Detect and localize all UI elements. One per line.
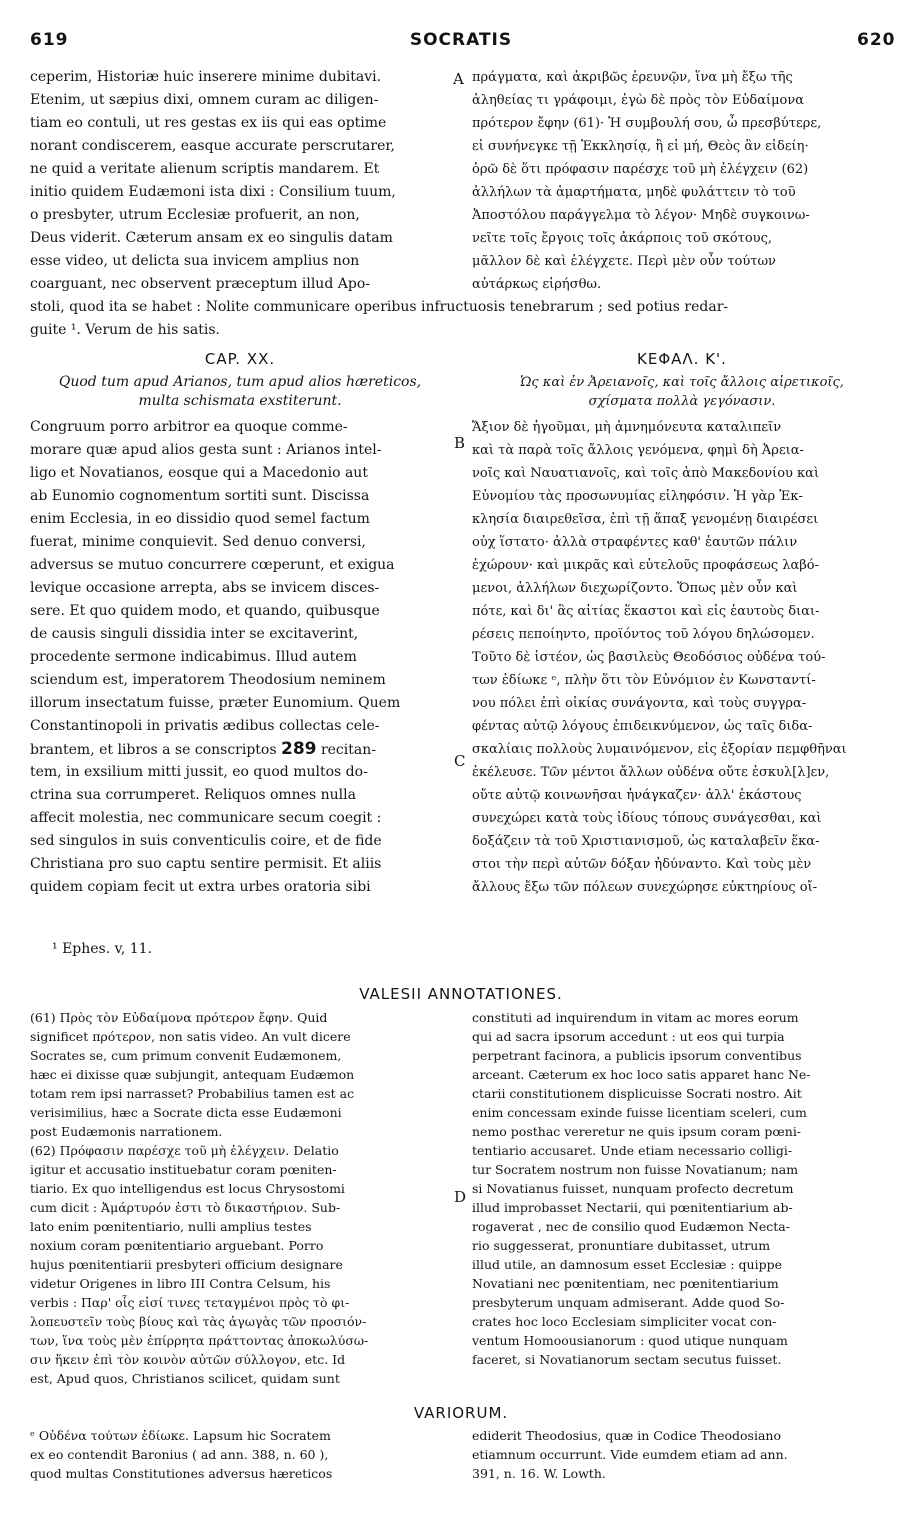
footnote: ¹ Ephes. v, 11. — [52, 941, 153, 957]
variorum-heading: VARIORUM. — [413, 1404, 509, 1422]
latin-line: o presbyter, utrum Ecclesiæ profuerit, an non, — [30, 207, 360, 223]
greek-line: στοι τὴν περὶ αὐτῶν δόξαν ἠδύναντο. Καὶ τοὺς μὲν — [472, 857, 812, 872]
chapter-subtitle-latin: Quod tum apud Arianos, tum apud alios hæreticos, — [58, 374, 422, 390]
annotation-line: των, ἵνα τοὺς μὲν ἐπίρρητα πράττοντας ἀποκωλύσω- — [30, 1333, 369, 1348]
annotation-line: lato enim pœnitentiario, nulli amplius testes — [30, 1219, 312, 1234]
annotation-line: est, Apud quos, Christianos scilicet, quidam sunt — [30, 1371, 340, 1386]
annotation-line: hæc ei dixisse quæ subjungit, antequam Eudæmon — [30, 1067, 355, 1082]
chapter-subtitle-greek: σχίσματα πολλὰ γεγόνασιν. — [588, 394, 776, 409]
annotation-line: Socrates se, cum primum convenit Eudæmonem, — [30, 1048, 342, 1063]
chapter-heading-latin: CAP. XX. — [204, 350, 276, 368]
greek-line: συνεχώρει κατὰ τοὺς ἰδίους τόπους συνάγεσθαι, καὶ — [472, 811, 822, 826]
greek-line: Ἀποστόλου παράγγελμα τὸ λέγον· Μηδὲ συγκοινω- — [472, 208, 810, 223]
annotation-line: significet πρότερον, non satis video. An vult dicere — [30, 1029, 351, 1044]
greek-line: νοῖς καὶ Ναυατιανοῖς, καὶ τοῖς ἀπὸ Μακεδονίου καὶ — [472, 466, 820, 481]
annotation-line: qui ad sacra ipsorum accedunt : ut eos qui turpia — [472, 1029, 785, 1044]
margin-letter-a: A — [453, 70, 464, 88]
greek-line: Τοῦτο δὲ ἰστέον, ὡς βασιλεὺς Θεοδόσιος οὐδένα τού- — [472, 650, 826, 665]
greek-line: πρότερον ἔφην (61)· Ἡ συμβουλή σου, ὦ πρεσβύτερε, — [472, 116, 822, 131]
latin-line: fuerat, minime conquievit. Sed denuo conversi, — [30, 534, 366, 550]
greek-line: Ἄξιον δὲ ἡγοῦμαι, μὴ ἀμνημόνευτα καταλιπεῖν — [472, 420, 782, 435]
latin-line-text: recitan- — [320, 742, 376, 758]
latin-line: levique occasione arrepta, abs se invicem disces- — [30, 580, 380, 596]
latin-line: coarguant, nec observent præceptum illud Apo- — [30, 276, 370, 292]
annotation-line: (61) Πρὸς τὸν Εὐδαίμονα πρότερον ἔφην. Quid — [30, 1010, 328, 1025]
annotation-line: constituti ad inquirendum in vitam ac mores eorum — [472, 1010, 799, 1025]
latin-line: quidem copiam fecit ut extra urbes oratoria sibi — [30, 879, 371, 895]
annotation-line: ventum Homoousianorum : quod utique nunquam — [472, 1333, 788, 1348]
latin-line: procedente sermone indicabimus. Illud autem — [30, 649, 357, 665]
latin-line: adversus se mutuo concurrere cœperunt, et exigua — [30, 557, 395, 573]
greek-line: των ἐδίωκε ᵉ, πλὴν ὅτι τὸν Εὐνόμιον ἐν Κωνσταντί- — [472, 673, 816, 688]
greek-line: κλησία διαιρεθεῖσα, ἐπὶ τῇ ἅπαξ γενομένῃ διαιρέσει — [472, 512, 819, 527]
latin-line: morare quæ apud alios gesta sunt : Arianos intel- — [30, 442, 382, 458]
annotation-line: (62) Πρόφασιν παρέσχε τοῦ μὴ ἐλέγχειν. Delatio — [30, 1143, 339, 1158]
greek-line: εἰ συνήνεγκε τῇ Ἐκκλησίᾳ, ἢ εἰ μή, Θεὸς ἂν εἰδείη· — [472, 139, 809, 154]
annotation-line: tentiario accusaret. Unde etiam necessario colligi- — [472, 1143, 793, 1158]
annotations-heading: VALESII ANNOTATIONES. — [359, 985, 563, 1003]
running-title: SOCRATIS — [409, 30, 513, 50]
variorum-line: ex eo contendit Baronius ( ad ann. 388, n. 60 ), — [30, 1447, 329, 1462]
annotation-line: illud utile, an damnosum esset Ecclesiæ : quippe — [472, 1257, 782, 1272]
annotation-line: rio suggesserat, pronuntiare dubitasset, utrum — [472, 1238, 771, 1253]
annotation-line: tiario. Ex quo intelligendus est locus Chrysostomi — [30, 1181, 345, 1196]
latin-line: de causis singuli dissidia inter se excitaverint, — [30, 626, 359, 642]
annotation-line: noxium coram pœnitentiario arguebant. Porro — [30, 1238, 324, 1253]
greek-line: ὁρῶ δὲ ὅτι πρόφασιν παρέσχε τοῦ μὴ ἐλέγχειν (62) — [472, 162, 809, 177]
greek-line: δοξάζειν τὰ τοῦ Χριστιανισμοῦ, ὡς καταλαβεῖν ἕκα- — [472, 834, 820, 849]
greek-line: νου πόλει ἐπὶ οἰκίας συνάγοντα, καὶ τοὺς συγγρα- — [472, 696, 807, 711]
latin-line: ab Eunomio cognomentum sortiti sunt. Discissa — [30, 488, 370, 504]
annotation-line: illud improbasset Nectarii, qui pœnitentiarium ab- — [472, 1200, 793, 1215]
margin-letter-b: B — [454, 434, 466, 452]
greek-line: οὐχ ἵστατο· ἀλλὰ στραφέντες καθ' ἑαυτῶν πάλιν — [472, 535, 798, 550]
annotation-line: ctarii constitutionem displicuisse Socrati nostro. Ait — [472, 1086, 802, 1101]
page-number-right: 620 — [857, 30, 896, 50]
greek-line: μᾶλλον δὲ καὶ ἐλέγχετε. Περὶ μὲν οὖν τούτων — [472, 254, 776, 269]
greek-line: ἄλλους ἔξω τῶν πόλεων συνεχώρησε εὐκτηρίους οἴ- — [472, 880, 818, 895]
latin-line: esse video, ut delicta sua invicem amplius non — [30, 253, 360, 269]
annotation-line: Novatiani nec pœnitentiam, nec pœnitentiarium — [472, 1276, 779, 1291]
greek-line: φέντας αὐτῷ λόγους ἐπιδεικνύμενον, ὡς ταῖς διδα- — [472, 719, 813, 734]
greek-line: ἀληθείας τι γράφοιμι, ἐγὼ δὲ πρὸς τὸν Εὐδαίμονα — [472, 93, 805, 108]
latin-line-text: brantem, et libros a se conscriptos — [30, 742, 277, 758]
greek-line: ἀλλήλων τὰ ἁμαρτήματα, μηδὲ φυλάττειν τὸ τοῦ — [472, 185, 796, 200]
annotation-line: nemo posthac vereretur ne quis ipsum coram pœni- — [472, 1124, 802, 1139]
annotation-line: perpetrant facinora, a publicis ipsorum conventibus — [472, 1048, 802, 1063]
margin-letter-c: C — [454, 752, 466, 770]
variorum-line: ediderit Theodosius, quæ in Codice Theodosiano — [472, 1428, 781, 1443]
latin-line: sere. Et quo quidem modo, et quando, quibusque — [30, 603, 380, 619]
greek-line: πράγματα, καὶ ἀκριβῶς ἐρευνῷν, ἵνα μὴ ἔξω τῆς — [472, 70, 793, 85]
annotation-line: enim concessam exinde fuisse licentiam sceleri, cum — [472, 1105, 807, 1120]
latin-line — [30, 740, 448, 760]
latin-line: Congruum porro arbitror ea quoque comme- — [30, 419, 348, 435]
latin-line: affecit molestia, nec communicare secum coegit : — [30, 810, 382, 826]
latin-line: ligo et Novatianos, eosque qui a Macedonio aut — [30, 465, 368, 481]
greek-line: ρέσεις πεποίηντο, προϊόντος τοῦ λόγου δηλώσομεν. — [472, 627, 815, 642]
variorum-line: ᵉ Οὐδένα τούτων ἐδίωκε. Lapsum hic Socratem — [30, 1428, 331, 1443]
annotation-line: videtur Origenes in libro III Contra Celsum, his — [30, 1276, 331, 1291]
latin-line: ctrina sua corrumperet. Reliquos omnes nulla — [30, 787, 356, 803]
annotation-line: post Eudæmonis narrationem. — [30, 1124, 223, 1139]
latin-line: Deus viderit. Cæterum ansam ex eo singulis datam — [30, 230, 393, 246]
chapter-subtitle-latin: multa schismata exstiterunt. — [138, 393, 342, 409]
latin-line: sciendum est, imperatorem Theodosium neminem — [30, 672, 386, 688]
greek-line: μενοι, ἀλλήλων διεχωρίζοντο. Ὅπως μὲν οὖν καὶ — [472, 581, 798, 596]
margin-letter-d: D — [454, 1188, 467, 1206]
latin-line: norant condiscerem, easque accurate perscrutarer, — [30, 138, 395, 154]
latin-line: Christiana pro suo captu sentire permisit. Et aliis — [30, 856, 382, 872]
latin-line: ceperim, Historiæ huic inserere minime dubitavi. — [30, 69, 382, 85]
greek-line: ἐκέλευσε. Τῶν μέντοι ἄλλων οὐδένα οὔτε ἐσκυλ[λ]εν, — [472, 765, 830, 780]
latin-line: illorum insectatum fuisse, præter Eunomium. Quem — [30, 695, 401, 711]
annotation-line: hujus pœnitentiarii presbyteri officium designare — [30, 1257, 343, 1272]
latin-line: enim Ecclesia, in eo dissidio quod semel factum — [30, 511, 370, 527]
latin-line: ne quid a veritate alienum scriptis mandarem. Et — [30, 161, 380, 177]
greek-line: οὔτε αὐτῷ κοινωνῆσαι ἠνάγκαζεν· ἀλλ' ἑκάστους — [472, 788, 802, 803]
annotation-line: arceant. Cæterum ex hoc loco satis apparet hanc Ne- — [472, 1067, 811, 1082]
variorum-line: etiamnum occurrunt. Vide eumdem etiam ad ann. — [472, 1447, 788, 1462]
annotation-line: verbis : Παρ' οἷς εἰσί τινες τεταγμένοι πρὸς τὸ φι- — [30, 1295, 350, 1310]
annotation-line: crates hoc loco Ecclesiam simpliciter vocat con- — [472, 1314, 777, 1329]
annotation-line: rogaverat , nec de consilio quod Eudæmon Necta- — [472, 1219, 790, 1234]
chapter-heading-greek: ΚΕΦΑΛ. Κ'. — [637, 350, 727, 368]
greek-line: Εὐνομίου τὰς προσωνυμίας εἰληφόσιν. Ἡ γὰρ Ἐκ- — [472, 489, 803, 504]
greek-line: ἐχώρουν· καὶ μικρᾶς καὶ εὐτελοῦς προφάσεως λαβό- — [472, 558, 819, 573]
annotation-line: verisimilius, hæc a Socrate dicta esse Eudæmoni — [30, 1105, 342, 1120]
greek-line: αὐτάρκως εἰρήσθω. — [472, 277, 602, 292]
variorum-line: 391, n. 16. W. Lowth. — [472, 1466, 606, 1481]
annotation-line: tur Socratem nostrum non fuisse Novatianum; nam — [472, 1162, 799, 1177]
greek-line: σκαλίαις πολλοὺς λυμαινόμενον, εἰς ἐξορίαν πεμφθῆναι — [472, 742, 847, 757]
latin-line: initio quidem Eudæmoni ista dixi : Consilium tuum, — [30, 184, 396, 200]
latin-fullwidth-line: guite ¹. Verum de his satis. — [30, 322, 220, 338]
annotation-line: presbyterum unquam admiserant. Adde quod So- — [472, 1295, 785, 1310]
annotation-line: λοπευστεῖν τοὺς βίους καὶ τὰς ἀγωγὰς τῶν προσιόν- — [30, 1314, 367, 1329]
latin-line: Constantinopoli in privatis ædibus collectas cele- — [30, 718, 380, 734]
annotation-line: totam rem ipsi narrasset? Probabilius tamen est ac — [30, 1086, 355, 1101]
latin-line: tem, in exsilium mitti jussit, eo quod multos do- — [30, 764, 368, 780]
column-number: 289 — [281, 740, 317, 759]
annotation-line: si Novatianus fuisset, nunquam profecto decretum — [472, 1181, 794, 1196]
greek-line: καὶ τὰ παρὰ τοῖς ἄλλοις γενόμενα, φημὶ δὴ Ἀρεια- — [472, 443, 804, 458]
annotation-line: faceret, si Novatianorum sectam secutus fuisset. — [472, 1352, 782, 1367]
greek-line: πότε, καὶ δι' ἃς αἰτίας ἕκαστοι καὶ εἰς ἑαυτοὺς διαι- — [472, 604, 820, 619]
variorum-line: quod multas Constitutiones adversus hæreticos — [30, 1466, 333, 1481]
annotation-line: σιν ἥκειν ἐπὶ τὸν κοινὸν αὐτῶν σύλλογον, etc. Id — [30, 1352, 346, 1367]
chapter-subtitle-greek: Ὡς καὶ ἐν Ἀρειανοῖς, καὶ τοῖς ἄλλοις αἱρετικοῖς, — [520, 375, 844, 390]
annotation-line: cum dicit : Ἀμάρτυρόν ἐστι τὸ δικαστήριον. Sub- — [30, 1200, 341, 1215]
annotation-line: igitur et accusatio instituebatur coram pœniten- — [30, 1162, 337, 1177]
page-number-left: 619 — [30, 30, 69, 50]
latin-fullwidth-line: stoli, quod ita se habet : Nolite communicare operibus infructuosis tenebrarum ; sed potius redar- — [30, 299, 729, 315]
latin-line: tiam eo contuli, ut res gestas ex iis qui eas optime — [30, 115, 387, 131]
latin-line: sed singulos in suis conventiculis coire, et de fide — [30, 833, 382, 849]
greek-line: νεῖτε τοῖς ἔργοις τοῖς ἀκάρποις τοῦ σκότους, — [472, 231, 772, 246]
latin-line: Etenim, ut sæpius dixi, omnem curam ac diligen- — [30, 92, 379, 108]
